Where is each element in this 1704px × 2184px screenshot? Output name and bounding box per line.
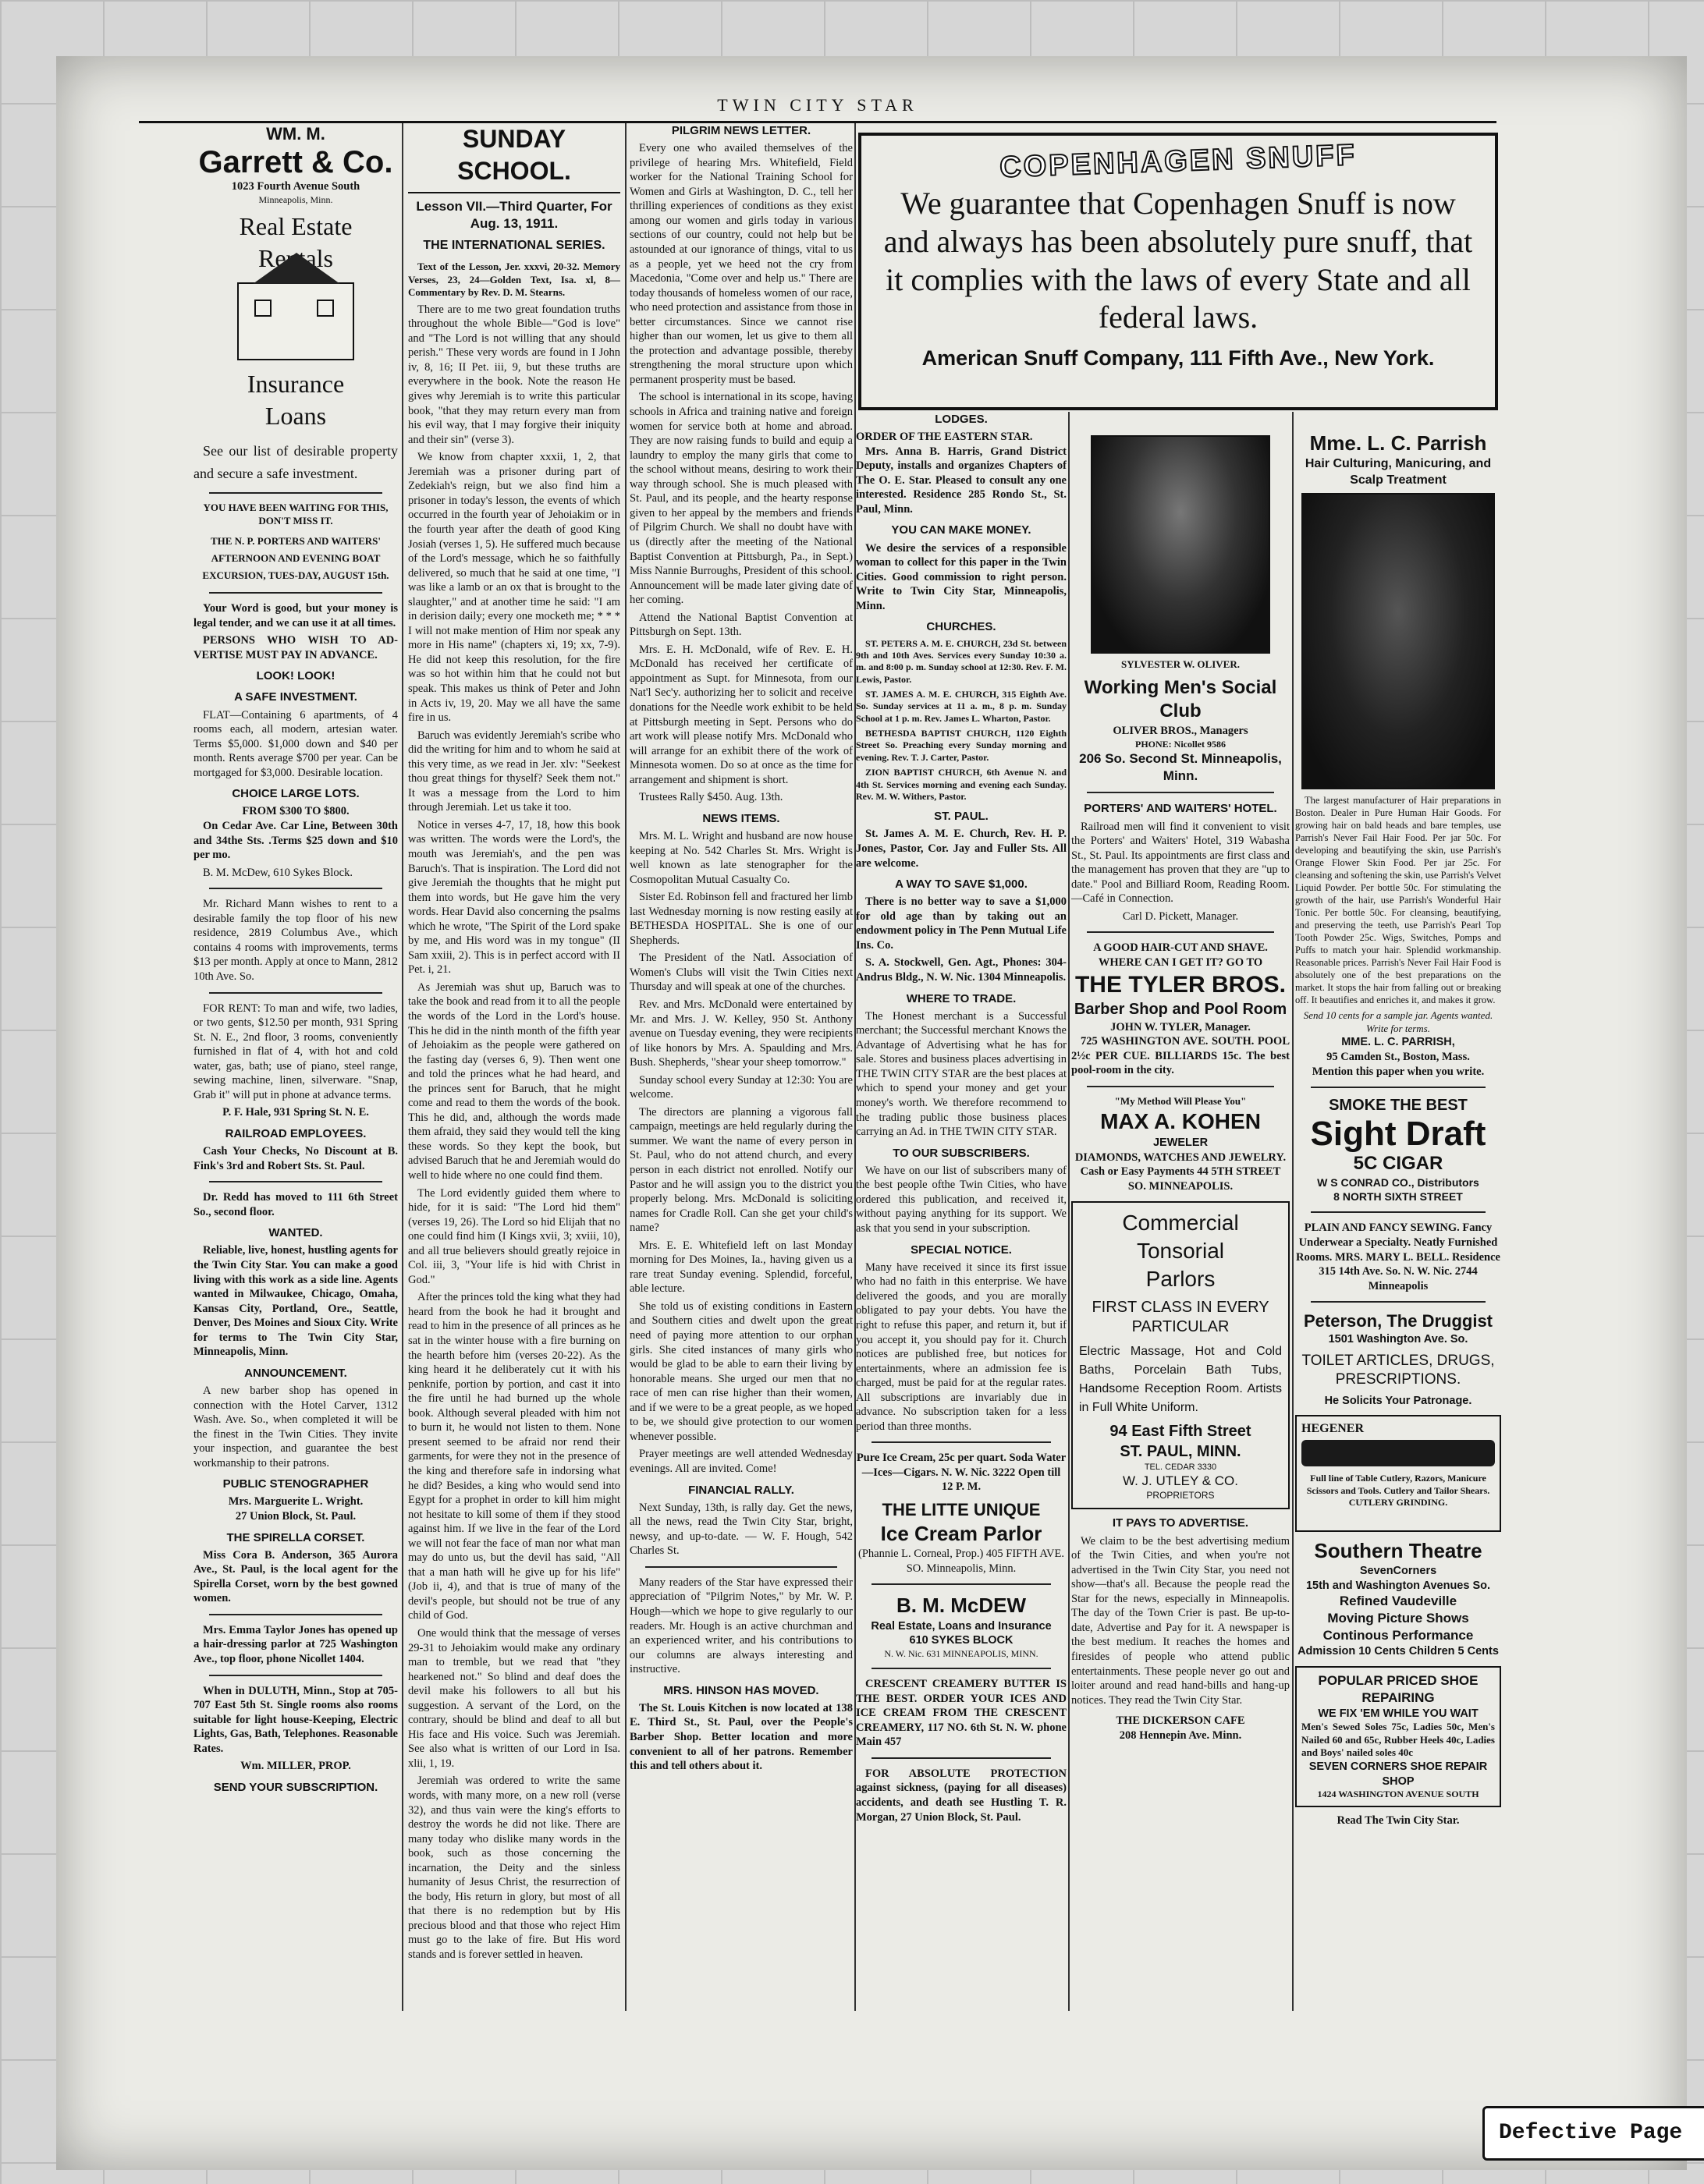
church-listing: BETHESDA BAPTIST CHURCH, 1120 Eighth Street So. Preaching every Sunday morning and evening. Rev. T. J. Carter, Pastor. [856, 728, 1067, 763]
southern-title: Southern Theatre [1314, 1539, 1482, 1563]
parrish-title: Mme. L. C. Parrish [1309, 431, 1487, 455]
tonsorial-proprietors: PROPRIETORS [1146, 1490, 1215, 1502]
jones-ad: Mrs. Emma Taylor Jones has opened up a hair-dressing parlor at 725 Washington Ave., top floor, phone Nicollet 1404. [193, 1623, 398, 1666]
news-item: She told us of existing conditions in Eastern and Southern cities and dwelt upon the great need of paying more attention to our orphan girls. She cited instances of many girls who would be glad to be able to earn their living by honorable means. She urged our men that no race of men can rise higher than their women, and if we were to be a great people, as we hoped to be, we should give protection to our women whenever possible. [630, 1299, 853, 1443]
creamery-ad: CRESCENT CREAMERY BUTTER IS THE BEST. ORDER YOUR ICES AND ICE CREAM FROM THE CRESCENT CREAMERY, 117 NO. 6th St. N. W. phone Main 457 [856, 1678, 1067, 1749]
column-2 [408, 123, 620, 2011]
mann-ad: Mr. Richard Mann wishes to rent to a desirable family the top floor of his new residence, 2819 Columbus Ave., which contains 4 rooms with improvements, terms $13 per month. Apply at once to Mann, 2812 10th Ave. So. [193, 898, 398, 983]
wanted-text: Reliable, live, honest, hustling agents for the Twin City Star. You can make a good living with this work as a side line. Agents wanted in Milwaukee, Chicago, Omaha, Kansas City, Portland, Ore., Seattle, Denver, Des Moines and Sioux City. Write for terms to The Twin City Star, Minneapolis, Minn. [193, 1244, 398, 1359]
parrish-address: 95 Camden St., Boston, Mass. [1326, 1051, 1470, 1063]
razor-brand: HEGENER [1301, 1422, 1365, 1436]
garrett-name2: Garrett & Co. [198, 145, 393, 180]
column-1 [193, 123, 398, 2011]
advertise-text: We claim to be the best advertising medium of the Twin Cities, and when you're not advertised in the Twin City Star, you need not show—that's all. Because the people read the Star for the news, especially in Minneapolis. The day of the Town Crier is past. Be up-to-date, Advertise and Pay for it. A newspaper is the best medium. It reaches the homes and firesides of people who attend public entertainments. These people never go out and loiter around and read hand-bills and hang-up notices. They read the Twin City Star. [1071, 1534, 1290, 1707]
conrad-address: 8 NORTH SIXTH STREET [1333, 1190, 1463, 1203]
hinson-text: The St. Louis Kitchen is now located at 138 E. Third St., St. Paul, over the People's Barber Shop. Better location and more convenient to all of her patrons. Remember this and tell others about it. [630, 1701, 853, 1773]
series-heading: THE INTERNATIONAL SERIES. [423, 239, 605, 253]
column-3 [630, 123, 853, 2011]
insurance-heading: Insurance [247, 369, 345, 398]
divider [209, 592, 382, 594]
sewing-ad: PLAIN AND FANCY SEWING. Fancy Underwear a Specialty. Neatly Furnished Rooms. MRS. MARY L. BELL. Residence 315 14th Ave. So. N. W. Nic. 2744 Minneapolis [1296, 1221, 1500, 1292]
news-items-heading: NEWS ITEMS. [702, 811, 780, 825]
cafe-title: THE DICKERSON CAFE [1116, 1714, 1245, 1728]
stenographer-address: 27 Union Block, St. Paul. [235, 1510, 357, 1523]
column-rule [1292, 412, 1294, 2011]
parrish-subtitle: Hair Culturing, Manicuring, and Scalp Treatment [1305, 457, 1492, 487]
kohen-goods: DIAMONDS, WATCHES AND JEWELRY. [1074, 1150, 1287, 1164]
parrish-portrait [1301, 493, 1495, 789]
club-address: 206 So. Second St. Minneapolis, Minn. [1079, 750, 1282, 783]
lesson-paragraph: Jeremiah was ordered to write the same words, with many more, on a new roll (verse 32), and thus vain were the king's efforts to destroy the words he did not like. There are many today who dislike many words in the book, such as those concerning the incarnation, the Deity and the sinless humanity of Jesus Christ, the resurrection of the body, His return in glory, but most of all that there is no redemption but by His precious blood and that those who reject Him must go to the lake of fire. But His word stands and is forever settled in heaven. [408, 1774, 620, 1961]
shoe-repair-ad [1295, 1666, 1501, 1806]
lesson-paragraph: There are to me two great foundation truths throughout the whole Bible—"God is love" and "The Lord is not willing that any should perish." These very words are found in I John iv, 8, 16; II Pet. iii, 9, but these truths are everywhere in the book. Note the reason He gives why Jeremiah is to write this particular book, "that they may return every man from his evil way, that I may forgive their iniquity and their sin" (verse 3). [408, 303, 620, 446]
column-rule [625, 123, 627, 2011]
defective-page-stamp: Defective Page [1482, 2106, 1704, 2161]
snuff-company: American Snuff Company, 111 Fifth Ave., New York. [921, 346, 1435, 370]
garrett-name1: WM. M. [266, 124, 325, 144]
redd-notice: Dr. Redd has moved to 111 6th Street So., second floor. [193, 1191, 398, 1218]
parrish-name: MME. L. C. PARRISH, [1341, 1036, 1455, 1049]
kohen-slogan: "My Method Will Please You" [1114, 1094, 1247, 1107]
lesson-paragraph: We know from chapter xxxii, 1, 2, that Jeremiah was a prisoner during part of Zedekiah's reign, but we also find him a prisoner in today's lesson, the events of which occurred in the fourth year of Jehoiakim or in the fourth year after the death of good King Josiah (verses 1, 5). He suffered much because of the Lord's message, which he so faithfully delivered, so much that he said at one time, "I was like a lamb or an ox that is brought to the slaughter," and at another time he said: "I am in derision daily; every one mocketh me; * * * I will not make mention of Him nor speak any more in His name" (chapters xi, 19; xx, 7-9). He did not keep this resolution, for the fire was so hot within him that he could not but speak. This makes us think of Peter and John in Acts iv, 19, 20. May we all have the same fire in us. [408, 451, 620, 725]
lesson-heading: Lesson VII.—Third Quarter, For Aug. 13, 1911. [416, 198, 612, 231]
word-notice: Your Word is good, but your money is legal tender, and we can use it at all times. [193, 602, 398, 629]
toilet-articles: TOILET ARTICLES, DRUGS, PRESCRIPTIONS. [1301, 1352, 1495, 1388]
real-estate-heading: Real Estate [239, 212, 353, 241]
razor-ad [1295, 1415, 1501, 1532]
snuff-guarantee: We guarantee that Copenhagen Snuff is now and always has been absolutely pure snuff, that it complies with the laws of every State and all federal laws. [883, 186, 1473, 335]
duluth-sig: Wm. MILLER, PROP. [240, 1760, 351, 1773]
divider [1087, 1086, 1274, 1087]
southern-location: SevenCorners [1359, 1565, 1437, 1578]
hotel-heading: PORTERS' AND WAITERS' HOTEL. [1084, 802, 1277, 816]
divider [872, 1441, 1051, 1443]
pilgrim-paragraph: The school is international in its scope, having schools in Africa and training native and foreign women for service both at home and abroad. They are now raising funds to build and equip a laundry to employ the many girls that come to the school without means, desiring to work their way through school. She is much pleased with St. Paul, and its people, and the hearty response given to her appeal by the members and friends of Pilgrim Church. We shall no doubt have with us (directly after the meeting of the National Baptist Convention at Pittsburgh, Pa., in Sept.) Miss Nannie Burroughs, President of this school. Announcement will be made later giving date of her coming. [630, 391, 853, 607]
copenhagen-snuff-ad [858, 133, 1498, 410]
garrett-city: Minneapolis, Minn. [258, 193, 333, 205]
oliver-caption: SYLVESTER W. OLIVER. [1121, 658, 1240, 670]
tyler-details: 725 WASHINGTON AVE. SOUTH. POOL 2½c PER CUE. BILLIARDS 15c. The best pool-room in the city. [1071, 1035, 1290, 1077]
column-4 [856, 412, 1067, 2184]
lodges-heading: LODGES. [935, 413, 988, 426]
divider [1311, 1301, 1486, 1303]
news-item: Mrs. M. L. Wright and husband are now house keeping at No. 542 Charles St. Mrs. Wright is well known as late stenographer for the Cosmopolitan Mutual Casualty Co. [630, 829, 853, 886]
church-listing: ZION BAPTIST CHURCH, 6th Avenue N. and 4th St. Services morning and evening each Sunday. Rev. M. W. Withers, Pastor. [856, 767, 1067, 802]
railroad-heading: RAILROAD EMPLOYEES. [225, 1126, 367, 1140]
divider [1311, 1211, 1486, 1213]
column-rule [1068, 412, 1070, 2011]
club-managers: OLIVER BROS., Managers [1113, 725, 1248, 738]
ice-cream-parlor-title: Ice Cream Parlor [880, 1522, 1042, 1546]
southern-performance: Continous Performance [1322, 1627, 1474, 1643]
divider [209, 1675, 382, 1676]
hotel-sig: Carl D. Pickett, Manager. [1122, 909, 1239, 923]
column-5 [1071, 431, 1290, 2184]
for-rent-sig: P. F. Hale, 931 Spring St. N. E. [222, 1106, 369, 1119]
news-item: The directors are planning a vigorous fall campaign, meetings are held regularly during the summer. We want the name of every person in St. Paul, who do not attend church, and every person in each district not enrolled. Notify our Pastor and he will assign you to the district you properly belong. Mrs. McDonald is soliciting names for Cradle Roll. Can she get your child's name? [630, 1105, 853, 1235]
lesson-paragraph: After the princes told the king what they had heard from the book he had it brought and read to him in the presence of all princes as he sat in the winter house with a fire burning on the hearth before him (verses 20-22). As the king heard it he deliberately cut it with his penknife, portion by portion, and cast it into the fire until he had burned up the whole book. Although several pleaded with him not to burn it, he would not listen to them. None present seemed to be afraid nor rend their garments, for were they not in the presence of the king and therefore safe in indorsing what he did? Besides, a king who would send into Egypt for a prophet in order to kill him might not hesitate to kill some of them if they stood against him. If we live in the fear of the Lord we will not fear the face of man nor what man may do unto us, but the devil has said, "All that a man hath will he give up for his life" (Job ii, 4), and that is true of many of the devil's people, but should not be true of any child of God. [408, 1291, 620, 1622]
corset-heading: THE SPIRELLA CORSET. [226, 1530, 365, 1544]
protection-ad: FOR ABSOLUTE PROTECTION against sickness, (paying for all diseases) accidents, and death see Hustling T. R. Morgan, 27 Union Block, St. Paul. [856, 1767, 1067, 1824]
advertise-heading: IT PAYS TO ADVERTISE. [1112, 1516, 1249, 1530]
subscribers-text: We have on our list of subscribers many of the best people ofthe Twin Cities, who have ordered this publication, and received it, without paying anything for its support. We ask that you send in your subscription. [856, 1164, 1067, 1236]
make-money-text: We desire the services of a responsible woman to collect for this paper in the Twin Cities. Good commission to right person. Write to Twin City Star, Minneapolis, Minn. [856, 541, 1067, 612]
tonsorial-title: Parlors [1145, 1267, 1216, 1292]
house-illustration [237, 282, 354, 360]
church-listing: ST. JAMES A. M. E. CHURCH, 315 Eighth Ave. So. Sunday services at 11 a. m., 8 p. m. Sunday School at 1 p. m. Rev. James L. Wharton, Pastor. [856, 689, 1067, 724]
southern-admission: Admission 10 Cents Children 5 Cents [1298, 1644, 1499, 1658]
southern-pictures: Moving Picture Shows [1327, 1611, 1469, 1626]
news-item: The President of the Natl. Association of Women's Clubs will visit the Twin Cities next Thursday and will speak at one of the churches. [630, 952, 853, 994]
parrish-products: The largest manufacturer of Hair preparations in Boston. Dealer in Pure Human Hair Goods. For growing hair on bald heads and bare temples, use Parrish's Never Fail Hair Food. Per jar 50c. For developing and beautifying the skin, use Parrish's Orange Flower Skin Food. Per jar 25c. For cleansing and softening the skin, use Parrish's Velvet Liquid Powder. Per bottle 50c. For stimulating the growth of the hair, use Parrish's Wonderful Hair Tonic. Per bottle 50c. For cleansing, beautifying, and preserving the teeth, use Parrish's Pearl Top Tooth Powder 25c. Wigs, Switches, Pomps and Puffs to match your hair. Splendid workmanship. Reasonable prices. Parrish's Never Fail Hair Food is absolutely one of the best preparations on the market. It stops the hair from falling out or breaking off. It beautifies and enriches it, and makes it grow. [1295, 795, 1501, 1006]
advertise-notice: PERSONS WHO WISH TO AD-VERTISE MUST PAY IN ADVANCE. [193, 634, 398, 661]
tonsorial-phone: TEL. CEDAR 3330 [1144, 1462, 1217, 1473]
subscribers-heading: TO OUR SUBSCRIBERS. [893, 1146, 1030, 1160]
make-money-heading: YOU CAN MAKE MONEY. [891, 523, 1031, 537]
churches-heading: CHURCHES. [926, 620, 996, 634]
litte-unique-title: THE LITTE UNIQUE [882, 1499, 1041, 1519]
divider [872, 1757, 1051, 1759]
eastern-star-text: Mrs. Anna B. Harris, Grand District Deputy, installs and organizes Chapters of The O. E. Star. Pleased to consult any one interested. Residence 285 Rondo St., St. Paul, Minn. [856, 445, 1067, 516]
where-to-trade-text: The Honest merchant is a Successful merchant; the Successful merchant Knows the Advantage of Advertising what he has for sale. Stores and business places advertising in THE TWIN CITY STAR are the best places at which to spend your money and get your money's worth. We therefore recommend to the trading public those business places carrying an Ad. in THE TWIN CITY STAR. [856, 1009, 1067, 1139]
pilgrim-heading: PILGRIM NEWS LETTER. [671, 124, 811, 137]
mcdew-address: 610 SYKES BLOCK [909, 1634, 1014, 1647]
lesson-paragraph: Notice in verses 4-7, 17, 18, how this book was written. The words were the Lord's, the mouth was Jeremiah's, and the pen was Baruch's. That is inspiration. The Lord did not give Jeremiah the thoughts that he might put them into words, but He gave him the very words. Hear David also concerning the psalms which he wrote, "The Spirit of the Lord spake by me, and His word was in my tongue" (II Sam xxiii, 2). This is in perfect accord with II Pet. i, 21. [408, 818, 620, 977]
where-to-trade-heading: WHERE TO TRADE. [906, 991, 1017, 1005]
conrad-distributor: W S CONRAD CO., Distributors [1317, 1175, 1479, 1189]
divider [872, 1583, 1051, 1585]
readers-text: Many readers of the Star have expressed their appreciation of "Pilgrim Notes," by Mr. W. P. Hough—which we hope to give regularly to our readers. Mr. Hough is an active churchman and an experienced writer, and his contributions to our columns are always interesting and instructive. [630, 1576, 853, 1676]
hotel-text: Railroad men will find it convenient to visit the Porters' and Waiters' Hotel, 319 Wabasha St., St. Paul. Its appointments are first class and the management has proven that they are "up to date." Pool and Billiard Room, Reading Room.—Café in Connection. [1071, 820, 1290, 906]
tonsorial-title: Commercial [1122, 1211, 1239, 1236]
church-listing: ST. PETERS A. M. E. CHURCH, 23d St. between 9th and 10th Aves. Services every Sunday 10:30 a. m. and 8:00 p. m. Sunday school at 12:30. Rev. F. M. Lewis, Pastor. [856, 637, 1067, 685]
southern-vaudeville: Refined Vaudeville [1339, 1594, 1457, 1609]
corset-text: Miss Cora B. Anderson, 365 Aurora Ave., St. Paul, is the local agent for the Spirella Corset, worn by the best gowned women. [193, 1548, 398, 1605]
ice-cream-proprietor: (Phannie L. Corneal, Prop.) 405 FIFTH AVE. SO. Minneapolis, Minn. [858, 1548, 1064, 1575]
tonsorial-tagline: FIRST CLASS IN EVERY PARTICULAR [1092, 1298, 1269, 1336]
patronage-line: He Solicits Your Patronage. [1324, 1395, 1472, 1408]
tonsorial-ad [1071, 1201, 1290, 1509]
flat-ad: FLAT—Containing 6 apartments, of 4 rooms each, all modern, artesian water. Terms $5,000. $1,000 down and $40 per month. Rents average $700 per year. Can be mortgaged for $3,000. Desirable location. [193, 708, 398, 779]
divider [872, 1668, 1051, 1669]
look-heading: LOOK! LOOK! [256, 669, 335, 683]
pilgrim-paragraph: Attend the National Baptist Convention at Pittsburgh on Sept. 13th. [630, 611, 853, 639]
send-subscription: SEND YOUR SUBSCRIPTION. [213, 1780, 378, 1794]
divider [209, 492, 382, 494]
stenographer-name: Mrs. Marguerite L. Wright. [228, 1495, 364, 1509]
loans-heading: Loans [264, 401, 327, 430]
save-sig: S. A. Stockwell, Gen. Agt., Phones: 304- Andrus Bldg., N. W. Nic. 1304 Minneapolis. [856, 956, 1067, 984]
divider [1311, 1087, 1486, 1088]
divider [209, 888, 382, 889]
announcement-heading: ANNOUNCEMENT. [244, 1366, 347, 1380]
excursion-text: THE N. P. PORTERS AND WAITERS' AFTERNOON AND EVENING BOAT EXCURSION, TUES-DAY, AUGUST 15th. [202, 534, 389, 581]
pilgrim-paragraph: Every one who availed themselves of the privilege of hearing Mrs. Whitefield, Field worker for the National Training School for Women and Girls at Washington, D. C., tell her thrilling experiences of conditions as they exist among our women and girls today in various sections of our country, could not help but be astounded at our ignorance of things, vital to us as a people, yet we heed not the cry from Macedonia, "Come over and help us." There are today thousands of homeless women of our race, who need protection and assistance from those in better circumstances. Since we cannot rise higher than our women, let us give to them all the protection and advantage possible, thereby strengthening the moral structure upon which permanent prosperity must be based. [630, 142, 853, 386]
cafe-address: 208 Hennepin Ave. Minn. [1119, 1728, 1242, 1742]
ice-cream-prices: Pure Ice Cream, 25c per quart. Soda Water—Ices—Cigars. N. W. Nic. 3222 Open till 12 P. M. [856, 1452, 1067, 1494]
garrett-address: 1023 Fourth Avenue South [231, 180, 360, 193]
special-notice-heading: SPECIAL NOTICE. [911, 1243, 1012, 1257]
stenographer-heading: PUBLIC STENOGRAPHER [222, 1477, 369, 1491]
sunday-school-title: SUNDAY SCHOOL. [408, 123, 620, 193]
razor-text: Full line of Table Cutlery, Razors, Manicure Scissors and Tools. Cutlery and Tailor Shears. CUTLERY GRINDING. [1306, 1473, 1490, 1509]
save-heading: A WAY TO SAVE $1,000. [895, 878, 1028, 892]
shoe-address: 1424 WASHINGTON AVENUE SOUTH [1317, 1789, 1479, 1800]
mcdew-services: Real Estate, Loans and Insurance [871, 1619, 1052, 1633]
lesson-text-of: Text of the Lesson, Jer. xxxvi, 20-32. Memory Verses, 23, 24—Golden Text, Isa. xl, 8—Commentary by Rev. D. M. Stearns. [408, 260, 620, 299]
tyler-manager: JOHN W. TYLER, Manager. [1110, 1020, 1251, 1034]
lesson-paragraph: The Lord evidently guided them where to hide, for it is said: "The Lord hid them" (verses 19, 26). The Lord so hid Elijah that no one could find him (I Kings xvii, 3; xviii, 10), and all true believers should greatly rejoice in Col. iii, 3, "Your life is hid with Christ in God." [408, 1186, 620, 1286]
tyler-title: THE TYLER BROS. [1074, 971, 1286, 998]
read-star-line: Read The Twin City Star. [1337, 1814, 1460, 1827]
divider [209, 1614, 382, 1615]
peterson-title: Peterson, The Druggist [1303, 1311, 1493, 1331]
snuff-title: COPENHAGEN SNUFF [999, 139, 1358, 184]
for-rent-ad: FOR RENT: To man and wife, two ladies, or two gents, $12.50 per month, 931 Spring St. N. E., 2nd floor, 3 rooms, conveniently furnished in flat of 4, with hot and cold water, gas, bath; use of piano, steel range, sewing machine, linen, silverware. "Snap, Grab it" will put in phone at advance terms. [193, 1002, 398, 1101]
column-rule [402, 123, 403, 2011]
special-notice-text: Many have received it since its first issue who had no faith in this enterprise. We have delivered the goods, and you are morally obligated to pay your debts. You have the right to refuse this paper, and return it, but if you accept it, you should pay for it. Church notices are published free, but notices for entertainments, where an admission fee is charged, must be paid for at the regular rates. All subscriptions are invariably due in advance. No subscription taken for a less period than three months. [856, 1260, 1067, 1433]
razor-image [1301, 1440, 1495, 1466]
announcement-text: A new barber shop has opened in connection with the Hotel Carver, 1312 Wash. Ave. So., when completed it will be the finest in the Twin Cities. They invite your inspection, and guarantee the best workmanship to their patrons. [193, 1384, 398, 1470]
kohen-jeweler: JEWELER [1152, 1136, 1209, 1150]
tyler-subtitle: Barber Shop and Pool Room [1074, 1000, 1287, 1018]
garrett-list-text: See our list of desirable property and secure a safe investment. [193, 442, 398, 481]
column-6 [1295, 431, 1501, 2184]
tonsorial-services: Electric Massage, Hot and Cold Baths, Porcelain Bath Tubs, Handsome Reception Room. Artists in Full White Uniform. [1079, 1345, 1282, 1415]
parrish-sample: Send 10 cents for a sample jar. Agents wanted. Write for terms. [1303, 1009, 1493, 1034]
tonsorial-owner: W. J. UTLEY & CO. [1123, 1473, 1238, 1489]
lots-text: On Cedar Ave. Car Line, Between 30th and 34the Sts. .Terms $25 down and $10 per mo. [193, 820, 398, 862]
hinson-heading: MRS. HINSON HAS MOVED. [663, 1683, 819, 1697]
lesson-paragraph: Baruch was evidently Jeremiah's scribe who did the writing for him and to whom he said at this very time, as we read in Jer. xlv: "Seekest thou great things for thyself? Seek them not." It was a message from the Lord to him through Jeremiah. Let us take it too. [408, 729, 620, 814]
wanted-heading: WANTED. [268, 1226, 323, 1240]
divider [209, 992, 382, 994]
kohen-title: MAX A. KOHEN [1100, 1109, 1261, 1134]
news-item: Prayer meetings are well attended Wednesday evenings. All are invited. Come! [630, 1448, 853, 1475]
shoe-subtitle: WE FIX 'EM WHILE YOU WAIT [1318, 1707, 1479, 1720]
railroad-text: Cash Your Checks, No Discount at B. Fink's 3rd and Robert Sts. St. Paul. [193, 1145, 398, 1172]
shoe-prices: Men's Sewed Soles 75c, Ladies 50c, Men's Nailed 60 and 65c, Rubber Heels 40c, Ladies and Boys' nailed soles 40c [1301, 1721, 1495, 1759]
rally-heading: FINANCIAL RALLY. [688, 1483, 794, 1497]
masthead: TWIN CITY STAR [139, 94, 1496, 117]
pilgrim-paragraph: Mrs. E. H. McDonald, wife of Rev. E. H. McDonald has received her certificate of appointment as Supt. for Minnesota, from our Nat'l Sec'y. authorizing her to solicit and receive donations for the Needle work exhibit to be held at Pittsburgh meeting in Sept. Persons who do art work will please notify Mrs. McDonald who will arrange for an exhibit there of the work of Minnesota women. Do so at once as the time for arrangement and shipment is short. [630, 643, 853, 786]
lesson-paragraph: One would think that the message of verses 29-31 to Jehoiakim would make any ordinary man to tremble, but we read that "they hearkened not." So blind and deaf does the devil make his followers to all but his suggestion. A servant of the Lord, on the contrary, should be blind and deaf to all but His face and His voice. Such was Jeremiah. See also what is written of our Lord in Isa. xlii, 1, 19. [408, 1626, 620, 1770]
st-paul-heading: ST. PAUL. [934, 810, 989, 824]
parrish-mention: Mention this paper when you write. [1312, 1065, 1485, 1078]
divider [209, 1181, 382, 1182]
cigar-price: 5C CIGAR [1353, 1152, 1443, 1174]
divider [645, 1566, 837, 1568]
mcdew-sig: B. M. McDew, 610 Sykes Block. [203, 866, 353, 879]
safe-investment-heading: A SAFE INVESTMENT. [234, 690, 357, 704]
kohen-address: Cash or Easy Payments 44 5TH STREET SO. MINNEAPOLIS. [1080, 1165, 1281, 1193]
news-item: Mrs. E. E. Whitefield left on last Monday morning for Des Moines, Ia., having given us a rare treat Sunday evening. Splendid, forceful, able lecture. [630, 1239, 853, 1296]
news-item: Sister Ed. Robinson fell and fractured her limb last Wednesday morning is now resting easily at BETHESDA HOSPITAL. She is one of our Shepherds. [630, 891, 853, 947]
shoe-shop: SEVEN CORNERS SHOE REPAIR SHOP [1308, 1760, 1488, 1788]
pilgrim-paragraph: Trustees Rally $450. Aug. 13th. [639, 791, 783, 804]
peterson-address: 1501 Washington Ave. So. [1328, 1333, 1468, 1346]
lots-price: FROM $300 TO $800. [242, 805, 350, 818]
tonsorial-address: 94 East Fifth Street [1109, 1423, 1251, 1441]
duluth-ad: When in DULUTH, Minn., Stop at 705-707 East 5th St. Single rooms also rooms suitable for light house-Keeping, Electric Lights, Gas, Bath, Telephones. Reasonable Rates. [193, 1684, 398, 1755]
club-title: Working Men's Social Club [1084, 676, 1277, 722]
eastern-star-heading: ORDER OF THE EASTERN STAR. [856, 431, 1033, 444]
lesson-paragraph: As Jeremiah was shut up, Baruch was to take the book and read from it to all the people the words of the Lord in the Lord's house. This he did in the ninth month of the fifth year of Jehoiakim as the people were gathered on the fasting day (verses 6, 9). Then went one and told the princes what he had heard, and the princes sent for Baruch, that he might come and read to them the words of the book. This he did, and, although the words made them afraid, they said they would tell the king these words. So they kept the book, but advised Baruch that he and Jeremiah would do well to hide where no one could find them. [408, 980, 620, 1182]
divider [1087, 792, 1274, 793]
rally-text: Next Sunday, 13th, is rally day. Get the news, all the news, read the Twin City Star, bright, newsy, and up-to-date. — W. F. Hough, 542 Charles St. [630, 1501, 853, 1558]
club-phone: PHONE: Nicollet 9586 [1135, 738, 1226, 750]
news-item: Sunday school every Sunday at 12:30: You are welcome. [630, 1073, 853, 1101]
lots-heading: CHOICE LARGE LOTS. [232, 787, 360, 801]
haircut-line: A GOOD HAIR-CUT AND SHAVE. WHERE CAN I GET IT? GO TO [1093, 941, 1268, 970]
smoke-heading: SMOKE THE BEST [1329, 1097, 1468, 1115]
southern-address: 15th and Washington Avenues So. [1305, 1579, 1491, 1592]
excursion-heading: YOU HAVE BEEN WAITING FOR THIS, DON'T MISS IT. [203, 502, 389, 527]
news-item: Rev. and Mrs. McDonald were entertained by Mr. and Mrs. J. W. Kelley, 950 St. Anthony avenue on Tuesday evening, they were recipients of like honors by Mrs. A. Spaulding and Mrs. Bush. Shepherds, "shear your sheep tomorrow." [630, 998, 853, 1069]
divider [1087, 931, 1274, 933]
mcdew-title: B. M. McDEW [896, 1594, 1027, 1618]
tonsorial-title: Tonsorial [1136, 1239, 1225, 1264]
mcdew-phone: N. W. Nic. 631 MINNEAPOLIS, MINN. [884, 1647, 1038, 1659]
tonsorial-city: ST. PAUL, MINN. [1120, 1442, 1241, 1460]
oliver-portrait [1091, 435, 1270, 654]
sight-draft-title: Sight Draft [1310, 1114, 1486, 1153]
save-text: There is no better way to save a $1,000 for old age than by taking out an endowment policy in The Penn Mutual Life Ins. Co. [856, 895, 1067, 952]
st-paul-text: St. James A. M. E. Church, Rev. H. P. Jones, Pastor, Cor. Jay and Fuller Sts. All are welcome. [856, 828, 1067, 870]
shoe-title: POPULAR PRICED SHOE REPAIRING [1318, 1673, 1479, 1705]
